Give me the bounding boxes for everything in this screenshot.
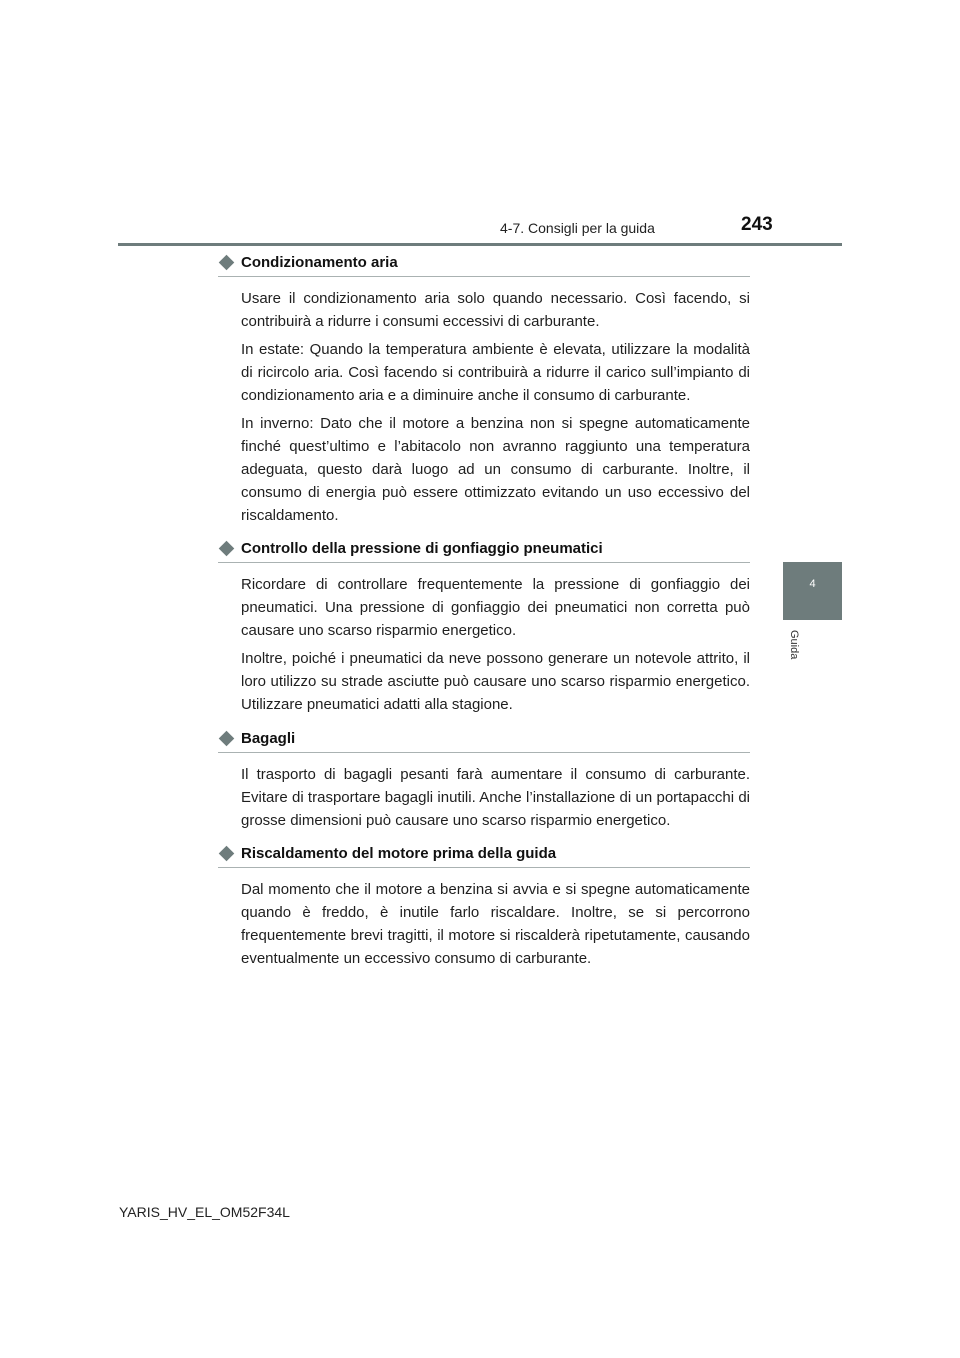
paragraph: Dal momento che il motore a benzina si avvia e si spegne automaticamente quando è freddo, è inutile farlo riscaldare. Inoltre, se si percorrono frequentemente brevi tragitti, il motore si riscalderà ripetutamente, causando eventualmente un eccessivo consumo di carburante. — [241, 881, 750, 967]
chapter-side-label: Guida — [788, 630, 800, 660]
section-heading — [218, 538, 750, 563]
paragraph: Il trasporto di bagagli pesanti farà aumentare il consumo di carburante. Evitare di trasportare bagagli inutili. Anche l’installazione di un portapacchi di grosse dimensioni può causare uno scarso risparmio energetico. — [241, 766, 750, 829]
section-tire-pressure — [218, 538, 750, 716]
chapter-side-tab — [783, 562, 842, 620]
section-title: Bagagli — [241, 730, 296, 747]
section-engine-warmup — [218, 843, 750, 970]
section-title: Riscaldamento del motore prima della guida — [241, 845, 557, 862]
paragraph: Inoltre, poiché i pneumatici da neve possono generare un notevole attrito, il loro utilizzo su strade asciutte può causare uno scarso risparmio energetico. Utilizzare pneumatici adatti alla stagione. — [241, 650, 750, 713]
diamond-bullet-icon — [219, 846, 235, 862]
section-air-conditioning — [218, 252, 750, 527]
section-title: Controllo della pressione di gonfiaggio pneumatici — [241, 540, 603, 557]
paragraph: In estate: Quando la temperatura ambiente è elevata, utilizzare la modalità di ricircolo aria. Così facendo si contribuirà a ridurre il carico sull’impianto di condizionamento aria e a diminuire anche il consumo di carburante. — [241, 341, 750, 404]
section-title: Condizionamento aria — [241, 254, 398, 271]
diamond-bullet-icon — [219, 255, 235, 271]
section-heading — [218, 252, 750, 277]
footer-document-code: YARIS_HV_EL_OM52F34L — [119, 1204, 290, 1220]
paragraph: In inverno: Dato che il motore a benzina non si spegne automaticamente finché quest’ultimo e l’abitacolo non avranno raggiunto una temperatura adeguata, questo darà luogo ad un consumo di carburante. Inoltre, il consumo di energia può essere ottimizzato evitando un uso eccessivo del riscaldamento. — [241, 415, 750, 524]
section-heading — [218, 728, 750, 753]
header-section-title: 4-7. Consigli per la guida — [500, 220, 655, 236]
page-content — [218, 252, 750, 975]
diamond-bullet-icon — [219, 731, 235, 747]
paragraph: Usare il condizionamento aria solo quando necessario. Così facendo, si contribuirà a ridurre i consumi eccessivi di carburante. — [241, 290, 750, 330]
section-heading — [218, 843, 750, 868]
paragraph: Ricordare di controllare frequentemente la pressione di gonfiaggio dei pneumatici. Una pressione di gonfiaggio dei pneumatici non corretta può causare uno scarso risparmio energetico. — [241, 576, 750, 639]
chapter-number: 4 — [809, 578, 816, 590]
page-number: 243 — [741, 214, 773, 235]
header-rule — [118, 243, 842, 246]
section-luggage — [218, 728, 750, 832]
diamond-bullet-icon — [219, 541, 235, 557]
